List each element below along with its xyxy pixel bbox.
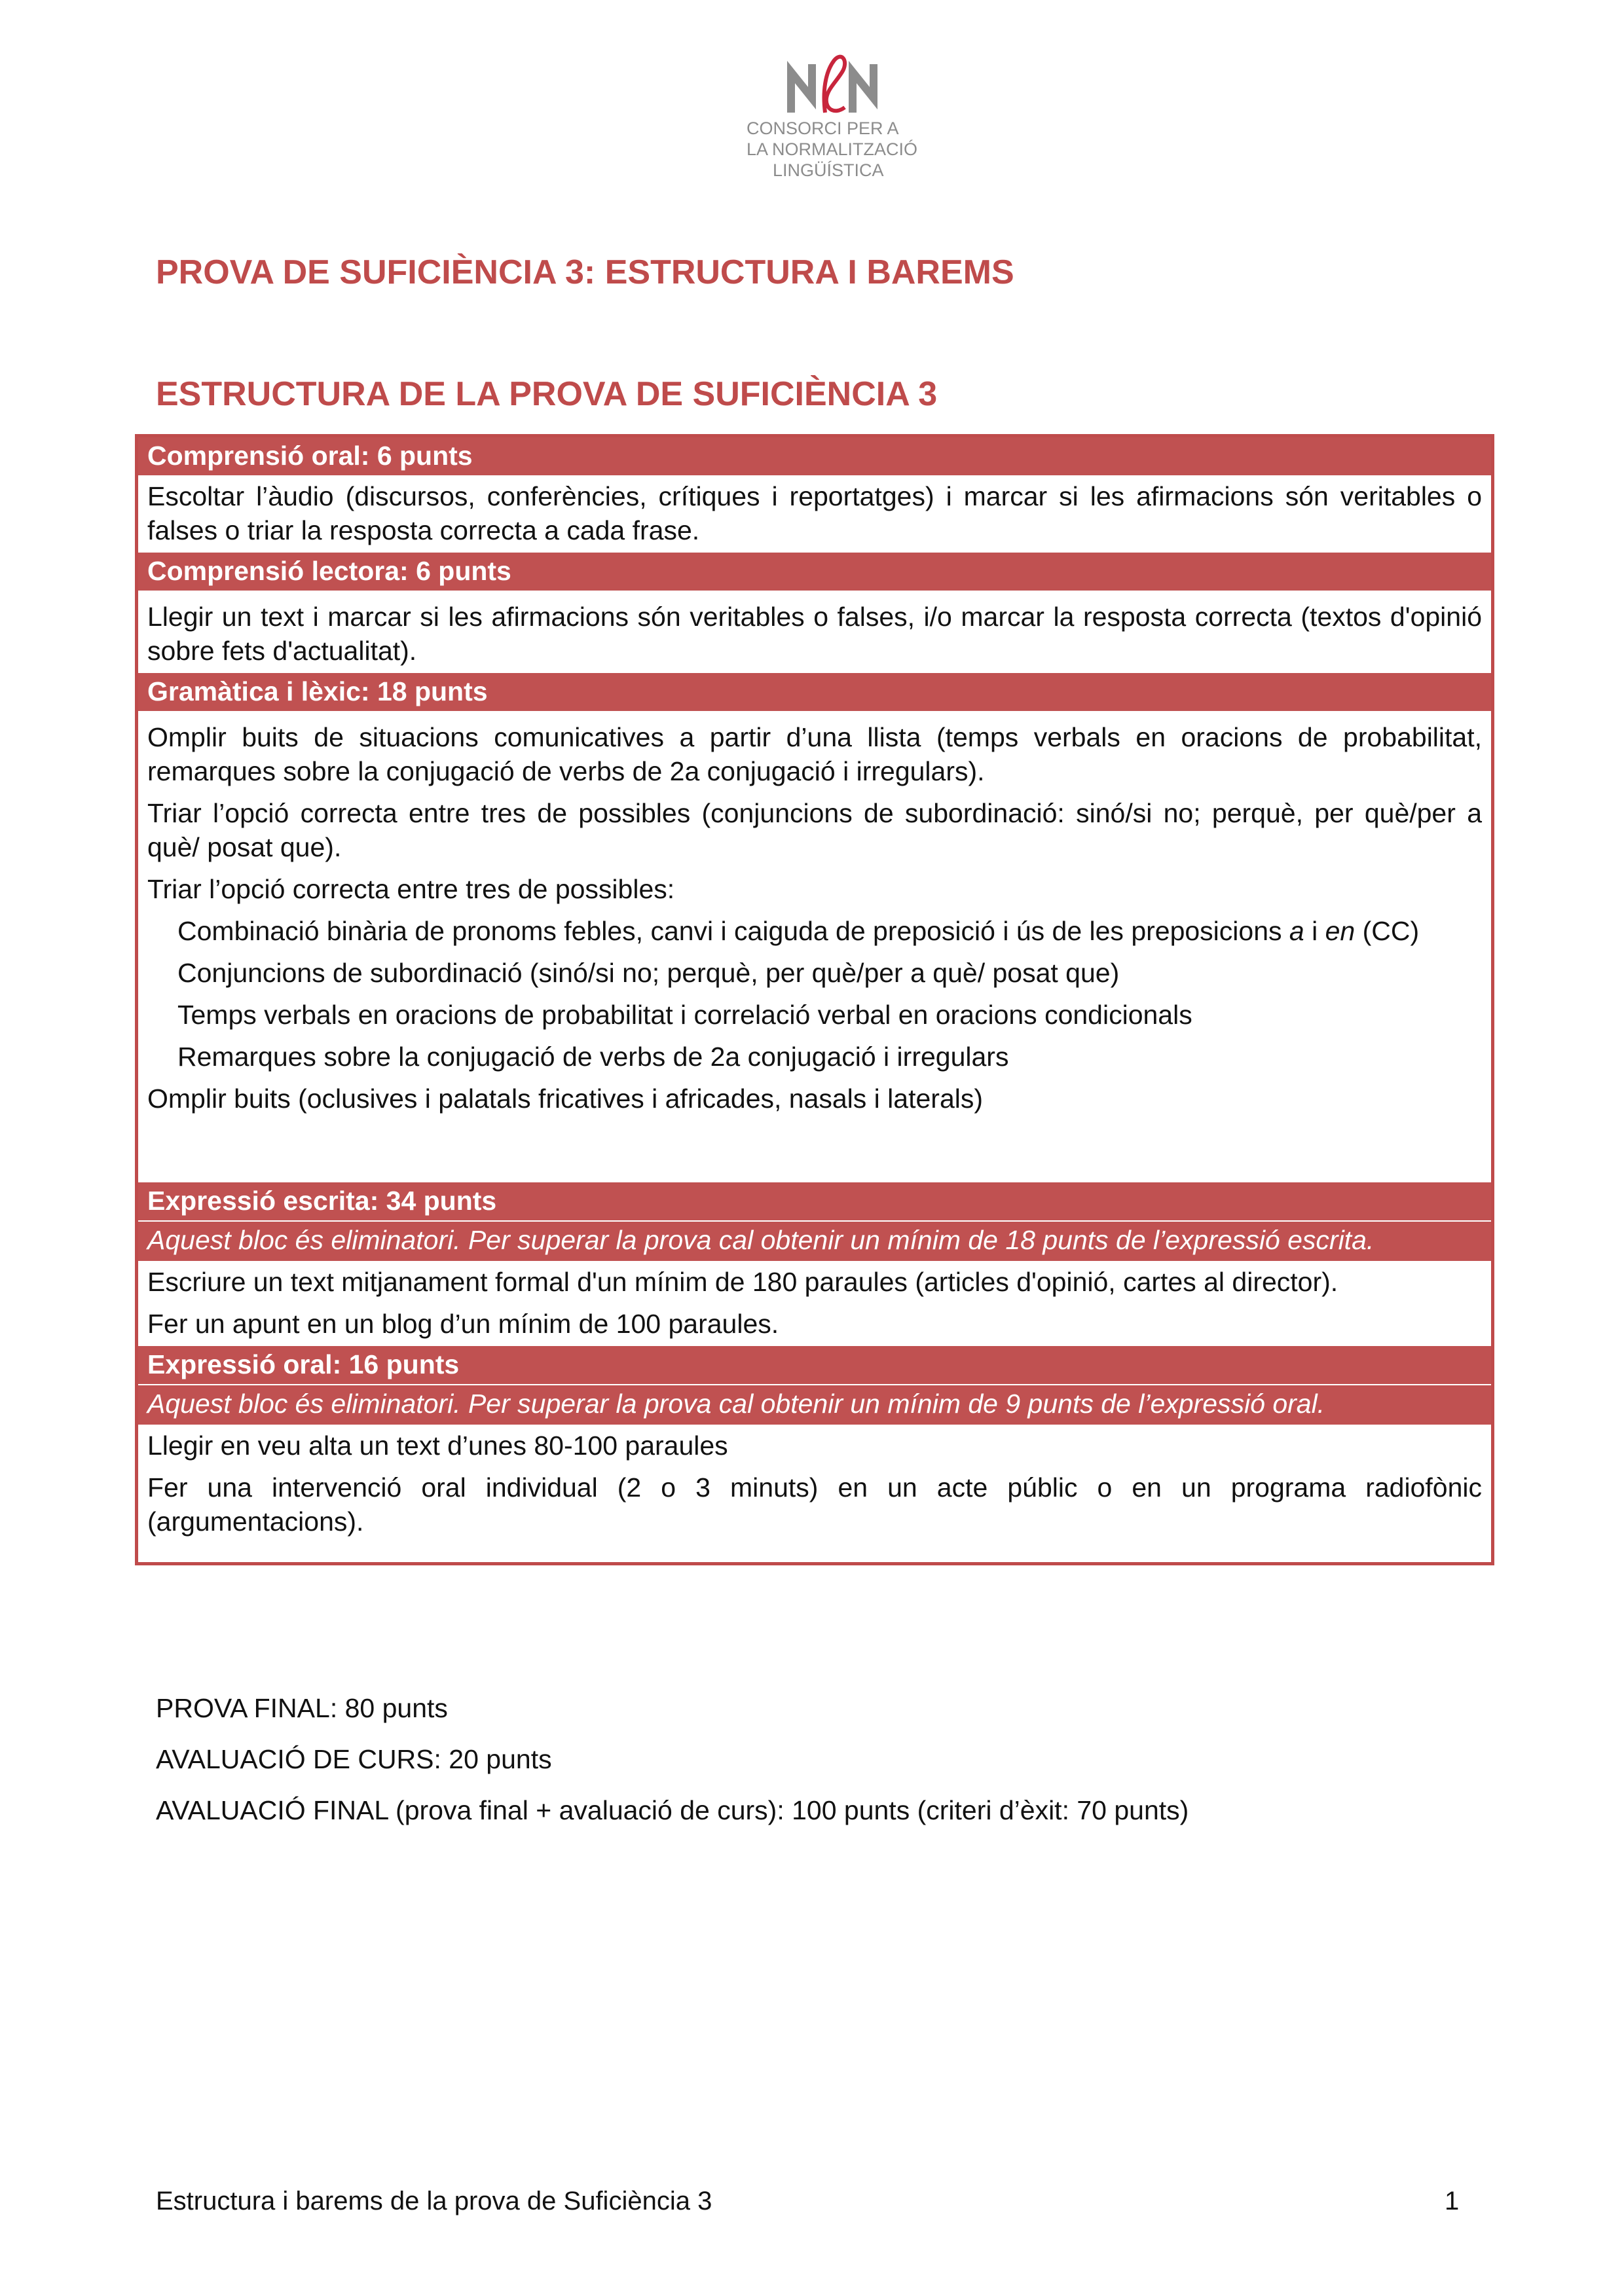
grammar-item-1-post: (CC) bbox=[1355, 916, 1420, 946]
course-assessment-score: AVALUACIÓ DE CURS: 20 punts bbox=[156, 1744, 552, 1774]
page-number: 1 bbox=[1445, 2187, 1460, 2215]
footer-text: Estructura i barems de la prova de Suficiència 3 bbox=[156, 2187, 712, 2215]
final-exam-score: PROVA FINAL: 80 punts bbox=[156, 1693, 448, 1723]
logo-line-1: CONSORCI PER A bbox=[747, 118, 899, 138]
grammar-paragraph-3: Triar l’opció correcta entre tres de possibles: bbox=[147, 874, 675, 904]
grammar-body bbox=[138, 711, 1491, 1182]
document-title: PROVA DE SUFICIÈNCIA 3: ESTRUCTURA I BAREMS bbox=[156, 253, 1014, 291]
writing-paragraph-1: Escriure un text mitjanament formal d'un mínim de 180 paraules (articles d'opinió, cartes al director). bbox=[147, 1267, 1338, 1297]
writing-body bbox=[138, 1261, 1491, 1346]
speaking-body bbox=[138, 1425, 1491, 1562]
grammar-item-1-mid: i bbox=[1304, 916, 1325, 946]
score-summary bbox=[156, 1691, 1189, 1844]
grammar-item-3: Temps verbals en oracions de probabilitat i correlació verbal en oracions condicionals bbox=[177, 1000, 1192, 1030]
writing-eliminatory-note: Aquest bloc és eliminatori. Per superar la prova cal obtenir un mínim de 18 punts de l’expressió escrita. bbox=[138, 1220, 1491, 1261]
grammar-paragraph-4: Omplir buits (oclusives i palatals fricatives i africades, nasals i laterals) bbox=[147, 1084, 984, 1114]
grammar-spacer bbox=[147, 1123, 1482, 1177]
speaking-paragraph-2: Fer una intervenció oral individual (2 o 3 minuts) en un acte públic o en un programa radiofònic (argumentacions). bbox=[147, 1472, 1482, 1537]
logo-line-3: LINGÜÍSTICA bbox=[773, 160, 884, 180]
grammar-paragraph-2: Triar l’opció correcta entre tres de possibles (conjuncions de subordinació: sinó/si no; perquè, per què/per a què/ posat que). bbox=[147, 798, 1482, 862]
speaking-heading: Expressió oral: 16 punts bbox=[138, 1346, 1491, 1384]
speaking-paragraph-1: Llegir en veu alta un text d’unes 80-100 paraules bbox=[147, 1430, 728, 1461]
oral-comprehension-text: Escoltar l’àudio (discursos, conferències, crítiques i reportatges) i marcar si les afirmacions són veritables o falses o triar la resposta correcta a cada frase. bbox=[147, 481, 1482, 545]
grammar-paragraph-1: Omplir buits de situacions comunicatives a partir d’una llista (temps verbals en oracions de probabilitat, remarques sobre la conjugació de verbs de 2a conjugació i irregulars). bbox=[147, 722, 1482, 786]
section-title: ESTRUCTURA DE LA PROVA DE SUFICIÈNCIA 3 bbox=[156, 375, 938, 413]
reading-comprehension-body bbox=[138, 591, 1491, 673]
cpnl-logo bbox=[747, 52, 917, 181]
speaking-eliminatory-note: Aquest bloc és eliminatori. Per superar la prova cal obtenir un mínim de 9 punts de l’expressió oral. bbox=[138, 1384, 1491, 1425]
grammar-item-1-en: en bbox=[1325, 916, 1356, 946]
logo-line-2: LA NORMALITZACIÓ bbox=[747, 139, 918, 159]
grammar-item-1-a: a bbox=[1289, 916, 1304, 946]
reading-comprehension-text: Llegir un text i marcar si les afirmacions són veritables o falses, i/o marcar la resposta correcta (textos d'opinió sobre fets d'actualitat). bbox=[147, 602, 1482, 666]
grammar-item-2: Conjuncions de subordinació (sinó/si no; perquè, per què/per a què/ posat que) bbox=[177, 958, 1120, 988]
grammar-item-1-pre: Combinació binària de pronoms febles, canvi i caiguda de preposició i ús de les preposicions bbox=[177, 916, 1289, 946]
writing-heading: Expressió escrita: 34 punts bbox=[138, 1182, 1491, 1220]
grammar-item-4: Remarques sobre la conjugació de verbs de 2a conjugació i irregulars bbox=[177, 1042, 1009, 1072]
writing-paragraph-2: Fer un apunt en un blog d’un mínim de 100 paraules. bbox=[147, 1309, 779, 1339]
reading-comprehension-heading: Comprensió lectora: 6 punts bbox=[138, 553, 1491, 591]
final-assessment-score: AVALUACIÓ FINAL (prova final + avaluació de curs): 100 punts (criteri d’èxit: 70 punts) bbox=[156, 1795, 1189, 1825]
oral-comprehension-heading: Comprensió oral: 6 punts bbox=[138, 437, 1491, 475]
structure-table bbox=[135, 434, 1494, 1565]
oral-comprehension-body bbox=[138, 475, 1491, 553]
grammar-heading: Gramàtica i lèxic: 18 punts bbox=[138, 673, 1491, 711]
cpnl-logo-mark bbox=[779, 52, 884, 118]
grammar-item-1 bbox=[147, 914, 1482, 948]
logo-text bbox=[747, 118, 917, 181]
